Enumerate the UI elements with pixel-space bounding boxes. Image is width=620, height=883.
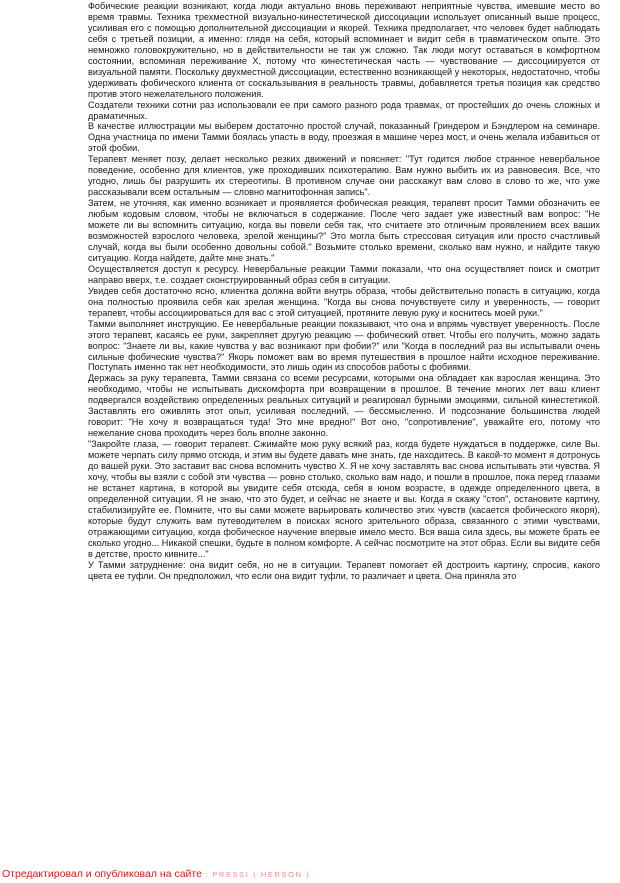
paragraph: Создатели техники сотни раз использовали ее при самого разного рода травмах, от простейших до очень сложных и драматичных. (88, 99, 600, 121)
footer-site-link[interactable]: : PRESSI ( HERSON ) (204, 870, 311, 879)
paragraph: Затем, не уточняя, как именно возникает и проявляется фобическая реакция, терапевт просит Тамми обозначить ее любым кодовым словом, чтобы не включаться в содержание. После чего задает уже известный вам вопрос: "Не можете ли вы вспомнить ситуацию, когда вы повели себя так, что считаете это отличным проявлением всех ваших возможностей взрослого человека, зрелой женщины?" Это могла быть стрессовая ситуация или просто счастливый случай, когда вы были особенно довольны собой." Возьмите столько времени, сколько вам нужно, и найдите такую ситуацию. Когда найдете, дайте мне знать." (88, 198, 600, 263)
paragraph: Фобические реакции возникают, когда люди актуально вновь переживают неприятные чувства, имевшие место во время травмы. Техника трехместной визуально-кинестетической диссоциации использует описанный выше процесс, усиливая его с помощью дополнительной диссоциации и якорей. Техника предполагает, что человек будет наблюдать себя с третьей позиции, а именно: глядя на себя, который вспоминает и видит себя в травматическом опыте. Это немножко головокружительно, но в действительности не так уж сложно. Так люди могут оставаться в комфортном состоянии, вспоминая переживание X, потому что кинестетическая часть — чувствование — диссоциируется от визуальной памяти. Поскольку двухместной диссоциации, естественно возникающей у некоторых, недостаточно, чтобы удерживать фобического клиента от соскальзывания в реальность травмы, добавляется третья позиция как средство против этого нежелательного положения. (88, 1, 600, 99)
footer-credit (2, 868, 310, 881)
paragraph: Увидев себя достаточно ясно, клиентка должна войти внутрь образа, чтобы действительно попасть в ситуацию, когда она полностью проявила себя как зрелая женщина. "Когда вы снова почувствуете силу и уверенность, — говорит терапевт, чтобы ассоциироваться для вас с этой ситуацией, протяните левую руку и коснитесь моей руки." (88, 285, 600, 318)
paragraph: Осуществляется доступ к ресурсу. Невербальные реакции Тамми показали, что она осуществляет поиск и смотрит направо вверх, т.е. создает сконструированный образ себя в ситуации. (88, 263, 600, 285)
paragraph: У Тамми затруднение: она видит себя, но не в ситуации. Терапевт помогает ей достроить картину, спросив, какого цвета ее туфли. Он предположил, что если она видит туфли, то различает и цвета. Она приняла это (88, 559, 600, 581)
document-body (88, 1, 600, 582)
paragraph: В качестве иллюстрации мы выберем достаточно простой случай, показанный Гриндером и Бэндлером на семинаре. Одна участница по имени Тамми боялась упасть в воду, проезжая в машине через мост, и очень желала избавиться от этой фобии. (88, 121, 600, 154)
footer-credit-text: Отредактировал и опубликовал на сайте (2, 868, 202, 880)
paragraph: Держась за руку терапевта, Тамми связана со всеми ресурсами, которыми она обладает как взрослая женщина. Это необходимо, чтобы не испытывать дискомфорта при возвращении в прошлое. В течение многих лет ваш клиент подвергался воздействию определенных реальных ситуаций и реагировал бурными эмоциями, сильной кинестетикой. Заставлять его оживлять этот опыт, усиливая последний, — бессмысленно. И подсознание большинства людей говорит: "Не хочу я возвращаться туда! Это мне вредно!" Вот оно, "сопротивление", уважайте его, потому что нежелание снова проходить через боль вполне законно. (88, 373, 600, 439)
paragraph: "Закройте глаза, — говорит терапевт. Сжимайте мою руку всякий раз, когда будете нуждаться в поддержке, силе Вы. можете черпать силу прямо отсюда, и этим вы будете давать мне знать, где находитесь. В какой-то момент я дотронусь до вашей руки. Это заставит вас снова вспомнить чувство X. Я не хочу заставлять вас снова испытывать эти чувства. Я хочу, чтобы вы взяли с собой эти чувства — ровно столько, сколько вам надо, и пошли в прошлое, пока перед глазами не встанет картина, в которой вы увидите себя отсюда, себя в юном возрасте, в одежде определенного цвета, в определенной ситуации. Я не знаю, что это будет, и сейчас не знаете и вы. Когда я скажу "стоп", остановите картину, стабилизируйте ее. Помните, что вы сами можете варьировать количество этих чувств (касается фобического якоря), которые будут служить вам путеводителем в поисках ясного зрительного образа, связанного с этими чувствами, отражающими ситуацию, когда фобическое научение впервые имело место. Вся ваша сила здесь, вы можете брать ее сколько угодно... Никакой спешки, будьте в полном комфорте. А сейчас посмотрите на этот образ. Если вы видите себя в детстве, просто кивните..." (88, 439, 600, 559)
paragraph: Тамми выполняет инструкцию. Ее невербальные реакции показывают, что она и впрямь чувствует уверенность. После этого терапевт, касаясь ее руки, закрепляет другую реакцию — фобический ответ. Чтобы его получить, можно задать вопрос: "Знаете ли вы, какие чувства у вас возникают при фобии?" или "Когда в последний раз вы испытывали очень сильные фобические чувства?" Якорь поможет вам во время путешествия в прошлое найти исходное переживание. Поступать именно так нет необходимости, это лишь один из способов работы с фобиями. (88, 318, 600, 373)
paragraph: Терапевт меняет позу, делает несколько резких движений и поясняет: "Тут годится любое странное невербальное поведение, особенно для клиентов, уже проходивших психотерапию. Вам нужно выбить их из равновесия. Все, что угодно, лишь бы разрушить их стереотипы. В противном случае они расскажут вам слово в слово то же, что уже рассказывали всем остальным — словно магнитофонная запись". (88, 154, 600, 198)
